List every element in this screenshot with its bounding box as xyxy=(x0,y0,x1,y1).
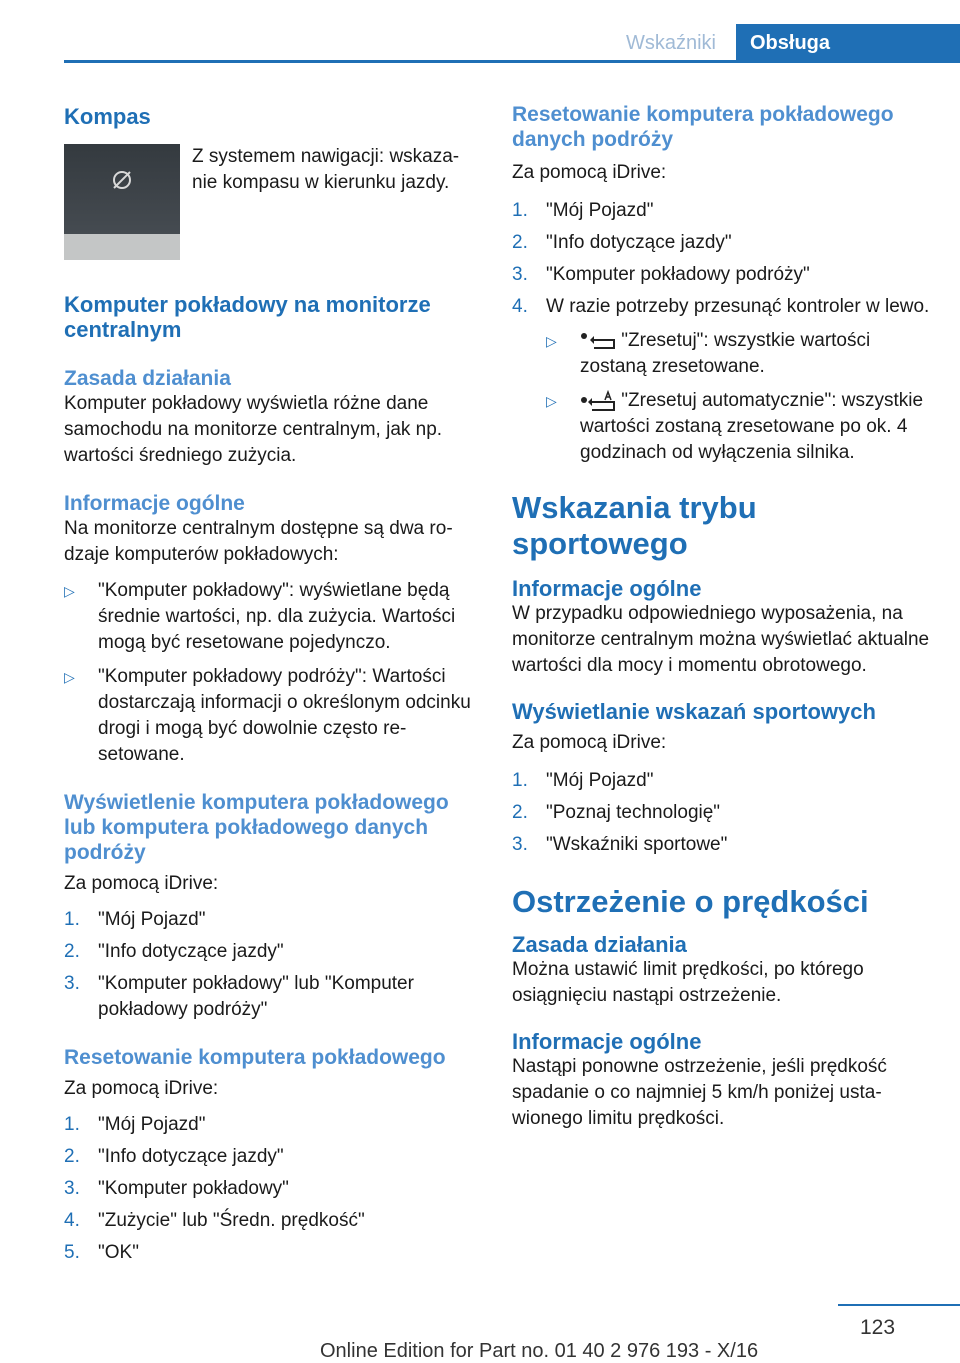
display-title: Wyświetlenie komputera pokładowego lub komputera pokładowego danych podróży xyxy=(64,791,449,864)
left-column xyxy=(64,102,478,1272)
tab-operation[interactable]: Obsługa xyxy=(736,24,960,62)
sport-general-title: Informacje ogólne xyxy=(512,576,702,601)
list-item: 2. "Info dotyczące jazdy" xyxy=(512,232,732,253)
reset-intro: Za pomocą iDrive: xyxy=(64,1078,219,1099)
list-item: 2. "Info dotyczące jazdy" xyxy=(64,1146,284,1167)
sport-steps xyxy=(512,768,932,858)
list-item: ▷ "Zresetuj automatycznie": wszystkie wartości zostaną zresetowane po ok. 4 godzinach od wyłączenia silnika. xyxy=(546,390,924,463)
list-item: 3. "Wskaźniki sportowe" xyxy=(512,834,728,855)
list-item: 3. "Komputer pokładowy" xyxy=(64,1178,289,1199)
compass-image-bar xyxy=(64,234,180,260)
list-item: 4. W razie potrzeby przesunąć kontroler w lewo. ▷ "Zresetuj": wszystkie wartości zostaną zresetowane. ▷ "Zresetuj automatycznie": wszystkie wartości zostaną zresetowane po ok. 4 godzinach od wyłączenia silnika. xyxy=(512,294,932,466)
list-item: 1. "Mój Pojazd" xyxy=(512,200,654,221)
reset-trip-options xyxy=(546,328,932,466)
compass-title: Kompas xyxy=(64,104,151,129)
list-item: 4. "Zużycie" lub "Średn. prędkość" xyxy=(64,1210,365,1231)
triangle-bullet-icon: ▷ xyxy=(546,333,557,349)
triangle-bullet-icon: ▷ xyxy=(64,669,75,685)
obc-title: Komputer pokładowy na monitorze centralnym xyxy=(64,292,431,342)
list-item: ▷ "Komputer pokładowy": wyświetlane będą średnie wartości, np. dla zużycia. Wartości mogą być resetowane pojedynczo. xyxy=(64,580,456,653)
reset-trip-intro: Za pomocą iDrive: xyxy=(512,162,667,183)
general-text: Na monitorze centralnym dostępne są dwa rodzaje komputerów pokładowych: xyxy=(64,518,453,565)
compass-section xyxy=(64,102,478,252)
general-title: Informacje ogólne xyxy=(64,492,245,515)
compass-off-icon xyxy=(111,169,133,191)
speed-principle-text: Można ustawić limit prędkości, po którego osiągnięciu nastąpi ostrzeżenie. xyxy=(512,959,864,1006)
reset-trip-title: Resetowanie komputera pokładowego danych podróży xyxy=(512,103,894,151)
speed-title: Ostrzeżenie o prędkości xyxy=(512,884,869,919)
principle-text: Komputer pokładowy wyświetla różne dane samochodu na monitorze centralnym, jak np. wartości średniego zużycia. xyxy=(64,393,443,466)
display-intro: Za pomocą iDrive: xyxy=(64,873,219,894)
sport-display-intro: Za pomocą iDrive: xyxy=(512,732,667,753)
list-item: 1. "Mój Pojazd" xyxy=(64,909,206,930)
general-bullets xyxy=(64,578,478,768)
footer-divider xyxy=(838,1304,960,1306)
reset-icon xyxy=(580,332,616,350)
reset-title: Resetowanie komputera pokładowego xyxy=(64,1046,446,1069)
reset-steps xyxy=(64,1112,478,1266)
compass-text: Z systemem nawigacji: wskazanie kompasu w kierunku jazdy. xyxy=(192,146,460,193)
triangle-bullet-icon: ▷ xyxy=(64,583,75,599)
auto-reset-icon xyxy=(580,390,616,412)
list-item: ▷ "Zresetuj": wszystkie wartości zostaną zresetowane. xyxy=(546,330,871,377)
right-column xyxy=(512,102,932,1132)
speed-general-text: Nastąpi ponowne ostrzeżenie, jeśli prędkość spadanie o co najmniej 5 km/h poniżej ustawionego limitu prędkości. xyxy=(512,1056,887,1129)
list-item: ▷ "Komputer pokładowy podróży": Wartości dostarczają informacji o określonym odcinku drogi i mogą być dowolnie często resetowane. xyxy=(64,666,471,765)
list-item: 2. "Poznaj technologię" xyxy=(512,802,721,823)
tab-indicators[interactable]: Wskaźniki xyxy=(625,32,716,54)
edition-text: Online Edition for Part no. 01 40 2 976 193 - X/16 xyxy=(320,1340,759,1362)
list-item: 2. "Info dotyczące jazdy" xyxy=(64,941,284,962)
list-item: 1. "Mój Pojazd" xyxy=(64,1114,206,1135)
triangle-bullet-icon: ▷ xyxy=(546,393,557,409)
list-item: 3. "Komputer pokładowy podróży" xyxy=(512,264,810,285)
page-header xyxy=(0,0,960,62)
reset-trip-steps xyxy=(512,198,932,466)
speed-principle-title: Zasada działania xyxy=(512,932,687,957)
speed-general-title: Informacje ogólne xyxy=(512,1029,702,1054)
list-item: 5. "OK" xyxy=(64,1242,139,1263)
list-item: 1. "Mój Pojazd" xyxy=(512,770,654,791)
compass-display-image xyxy=(64,144,180,260)
list-item: 3. "Komputer pokładowy" lub "Komputer pokładowy podróży" xyxy=(64,973,414,1020)
sport-title: Wskazania trybu sportowego xyxy=(512,490,757,561)
page-number: 123 xyxy=(860,1316,896,1339)
sport-display-title: Wyświetlanie wskazań sportowych xyxy=(512,699,876,724)
principle-title: Zasada działania xyxy=(64,367,231,390)
display-steps xyxy=(64,907,478,1023)
header-divider xyxy=(64,60,960,63)
sport-general-text: W przypadku odpowiedniego wyposażenia, na monitorze centralnym można wyświetlać aktualne wartości dla mocy i momentu obrotowego. xyxy=(512,603,930,676)
